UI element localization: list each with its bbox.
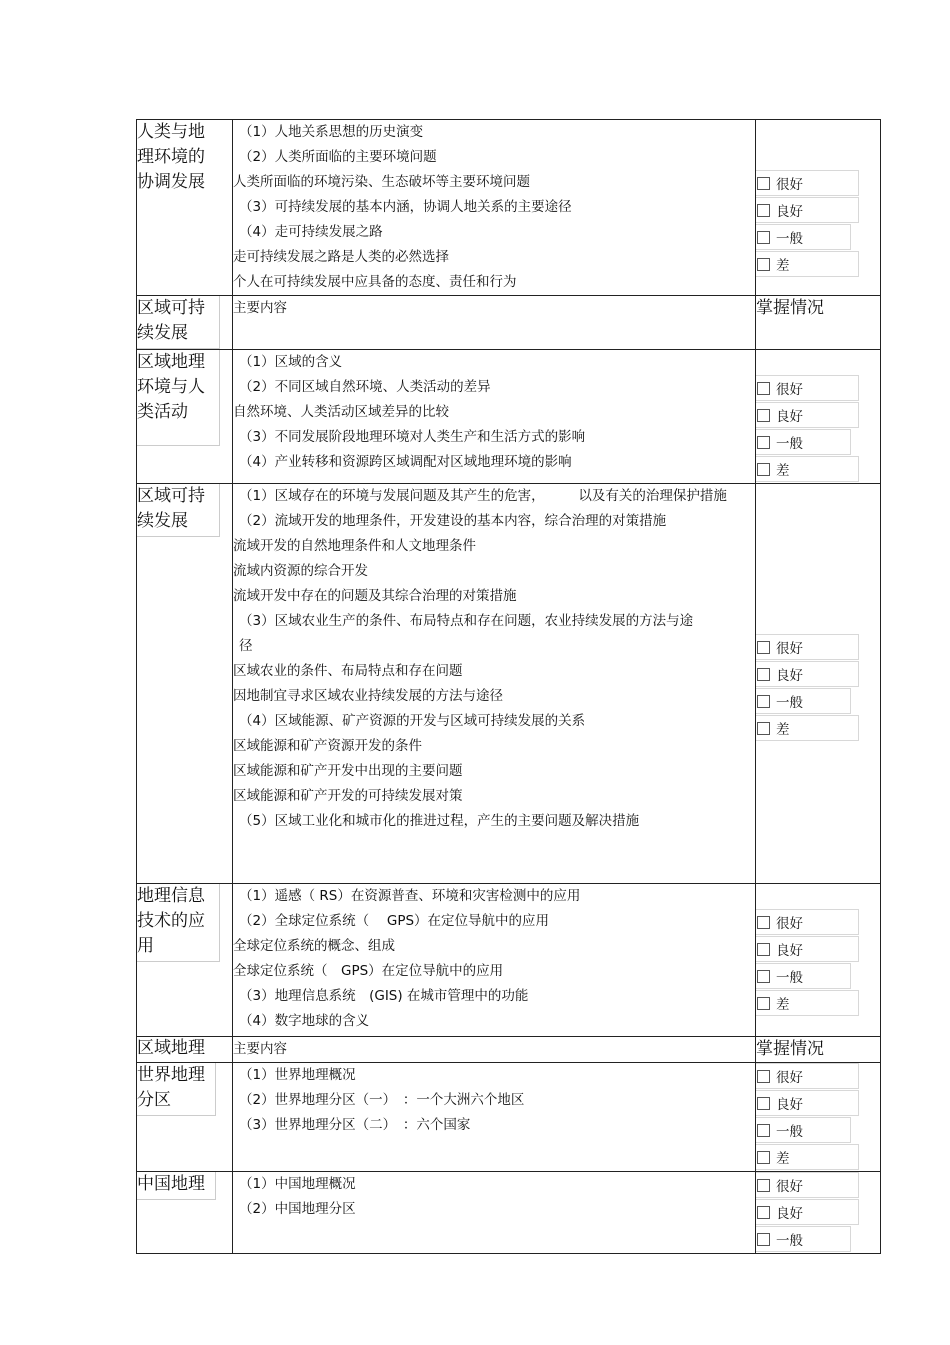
content-line: （1）区域的含义 — [239, 354, 343, 370]
mastery-option-very-good[interactable]: 很好 — [756, 1172, 859, 1198]
topic-cell — [137, 884, 233, 1037]
mastery-cell — [756, 484, 881, 884]
mastery-option-very-good[interactable]: 很好 — [756, 1063, 859, 1089]
table-row — [137, 1063, 881, 1172]
checkbox-icon[interactable] — [757, 258, 770, 271]
checkbox-icon[interactable] — [757, 943, 770, 956]
mastery-option-poor[interactable]: 差 — [756, 1144, 859, 1170]
column-header-content: 主要内容 — [233, 1037, 756, 1063]
mastery-option-good[interactable]: 良好 — [756, 1199, 859, 1225]
column-header-mastery: 掌握情况 — [756, 296, 881, 350]
content-line: 区域能源和矿产开发的可持续发展对策 — [233, 788, 463, 804]
mastery-option-good[interactable]: 良好 — [756, 661, 859, 687]
content-line: 全球定位系统（ GPS）在定位导航中的应用 — [233, 963, 504, 979]
mastery-option-average[interactable]: 一般 — [756, 963, 851, 989]
mastery-option-average[interactable]: 一般 — [756, 688, 851, 714]
topic-label: 区域可持续发展 — [137, 484, 220, 537]
checkbox-icon[interactable] — [757, 204, 770, 217]
mastery-option-poor[interactable]: 差 — [756, 990, 859, 1016]
checkbox-icon[interactable] — [757, 177, 770, 190]
mastery-option-good[interactable]: 良好 — [756, 402, 859, 428]
content-line: （2）人类所面临的主要环境问题 — [239, 149, 437, 165]
content-line: （2）世界地理分区（一） ：一个大洲六个地区 — [239, 1092, 525, 1108]
checkbox-icon[interactable] — [757, 668, 770, 681]
content-line: 因地制宜寻求区域农业持续发展的方法与途径 — [233, 688, 503, 704]
content-line: （2）不同区域自然环境、人类活动的差异 — [239, 379, 491, 395]
mastery-cell — [756, 1063, 881, 1172]
mastery-option-good[interactable]: 良好 — [756, 197, 859, 223]
mastery-option-good[interactable]: 良好 — [756, 936, 859, 962]
content-line: （4）数字地球的含义 — [239, 1013, 370, 1029]
mastery-option-good[interactable]: 良好 — [756, 1090, 859, 1116]
content-line: （4）产业转移和资源跨区域调配对区域地理环境的影响 — [239, 454, 572, 470]
table-row — [137, 1172, 881, 1254]
content-cell — [233, 120, 756, 296]
table-header-row — [137, 1037, 881, 1063]
topic-cell — [137, 120, 233, 296]
column-header-content: 主要内容 — [233, 296, 756, 350]
content-line: 走可持续发展之路是人类的必然选择 — [233, 249, 449, 265]
checkbox-icon[interactable] — [757, 463, 770, 476]
checkbox-icon[interactable] — [757, 970, 770, 983]
mastery-option-poor[interactable]: 差 — [756, 251, 859, 277]
mastery-option-poor[interactable]: 差 — [756, 456, 859, 482]
content-line: 区域能源和矿产开发中出现的主要问题 — [233, 763, 463, 779]
content-line: （2）中国地理分区 — [239, 1201, 356, 1217]
content-cell — [233, 1063, 756, 1172]
checkbox-icon[interactable] — [757, 1233, 770, 1246]
table-row — [137, 884, 881, 1037]
checkbox-icon[interactable] — [757, 722, 770, 735]
content-line: （4）走可持续发展之路 — [239, 224, 383, 240]
content-line: 自然环境、人类活动区域差异的比较 — [233, 404, 449, 420]
checkbox-icon[interactable] — [757, 1097, 770, 1110]
mastery-option-average[interactable]: 一般 — [756, 429, 851, 455]
mastery-option-very-good[interactable]: 很好 — [756, 909, 859, 935]
content-line: （3）不同发展阶段地理环境对人类生产和生活方式的影响 — [239, 429, 586, 445]
content-cell — [233, 1172, 756, 1254]
content-line: 流域开发中存在的问题及其综合治理的对策措施 — [233, 588, 517, 604]
mastery-option-very-good[interactable]: 很好 — [756, 170, 859, 196]
content-line: （1）遥感（ RS）在资源普查、环境和灾害检测中的应用 — [239, 888, 581, 904]
mastery-option-very-good[interactable]: 很好 — [756, 375, 859, 401]
mastery-cell — [756, 350, 881, 484]
table-row — [137, 120, 881, 296]
checkbox-icon[interactable] — [757, 1206, 770, 1219]
table-header-row — [137, 296, 881, 350]
checkbox-icon[interactable] — [757, 1070, 770, 1083]
table-row — [137, 484, 881, 884]
content-line: 个人在可持续发展中应具备的态度、责任和行为 — [233, 274, 517, 290]
checkbox-icon[interactable] — [757, 997, 770, 1010]
column-header-mastery: 掌握情况 — [756, 1037, 881, 1063]
topic-label: 世界地理分区 — [137, 1063, 216, 1116]
topic-label: 区域可持续发展 — [137, 296, 220, 349]
checkbox-icon[interactable] — [757, 1124, 770, 1137]
topic-label: 人类与地理环境的协调发展 — [137, 122, 205, 192]
topic-label: 地理信息技术的应用 — [137, 884, 220, 962]
checkbox-icon[interactable] — [757, 641, 770, 654]
content-line: （1）人地关系思想的历史演变 — [239, 124, 424, 140]
checkbox-icon[interactable] — [757, 436, 770, 449]
topic-label: 区域地理 — [137, 1038, 205, 1058]
table-row — [137, 350, 881, 484]
content-line: （2）全球定位系统（ GPS）在定位导航中的应用 — [239, 913, 550, 929]
content-cell — [233, 350, 756, 484]
checkbox-icon[interactable] — [757, 1151, 770, 1164]
mastery-option-average[interactable]: 一般 — [756, 1117, 851, 1143]
topic-cell — [137, 350, 233, 484]
content-line: 人类所面临的环境污染、生态破坏等主要环境问题 — [233, 174, 530, 190]
topic-cell — [137, 296, 233, 350]
mastery-option-poor[interactable]: 差 — [756, 715, 859, 741]
checkbox-icon[interactable] — [757, 695, 770, 708]
content-line: （1）区域存在的环境与发展问题及其产生的危害， 以及有关的治理保护措施 — [239, 488, 727, 504]
content-line: 全球定位系统的概念、组成 — [233, 938, 395, 954]
geography-curriculum-table — [136, 119, 881, 1254]
mastery-cell — [756, 1172, 881, 1254]
content-line: 区域能源和矿产资源开发的条件 — [233, 738, 422, 754]
mastery-option-very-good[interactable]: 很好 — [756, 634, 859, 660]
content-line: （1）中国地理概况 — [239, 1176, 356, 1192]
content-line: （1）世界地理概况 — [239, 1067, 356, 1083]
checkbox-icon[interactable] — [757, 916, 770, 929]
content-cell — [233, 884, 756, 1037]
content-line: （4）区域能源、矿产资源的开发与区域可持续发展的关系 — [239, 713, 586, 729]
content-line: （3）世界地理分区（二） ：六个国家 — [239, 1117, 471, 1133]
mastery-cell — [756, 120, 881, 296]
content-line: （3）可持续发展的基本内涵，协调人地关系的主要途径 — [239, 199, 572, 215]
content-line: （5）区域工业化和城市化的推进过程，产生的主要问题及解决措施 — [239, 813, 640, 829]
topic-cell — [137, 1172, 233, 1254]
mastery-cell — [756, 884, 881, 1037]
topic-label: 区域地理环境与人类活动 — [137, 350, 220, 446]
checkbox-icon[interactable] — [757, 409, 770, 422]
content-line: 流域内资源的综合开发 — [233, 563, 368, 579]
mastery-option-average[interactable]: 一般 — [756, 1226, 851, 1252]
content-line: 流域开发的自然地理条件和人文地理条件 — [233, 538, 476, 554]
content-cell — [233, 484, 756, 884]
topic-cell — [137, 1063, 233, 1172]
topic-cell — [137, 1037, 233, 1063]
topic-label: 中国地理 — [137, 1172, 216, 1200]
checkbox-icon[interactable] — [757, 231, 770, 244]
mastery-option-average[interactable]: 一般 — [756, 224, 851, 250]
content-line: （2）流域开发的地理条件，开发建设的基本内容，综合治理的对策措施 — [239, 513, 667, 529]
checkbox-icon[interactable] — [757, 382, 770, 395]
topic-cell — [137, 484, 233, 884]
content-line: 区域农业的条件、布局特点和存在问题 — [233, 663, 463, 679]
content-line: （3）区域农业生产的条件、布局特点和存在问题，农业持续发展的方法与途径 — [239, 613, 694, 654]
content-line: （3）地理信息系统 (GIS) 在城市管理中的功能 — [239, 988, 529, 1004]
checkbox-icon[interactable] — [757, 1179, 770, 1192]
